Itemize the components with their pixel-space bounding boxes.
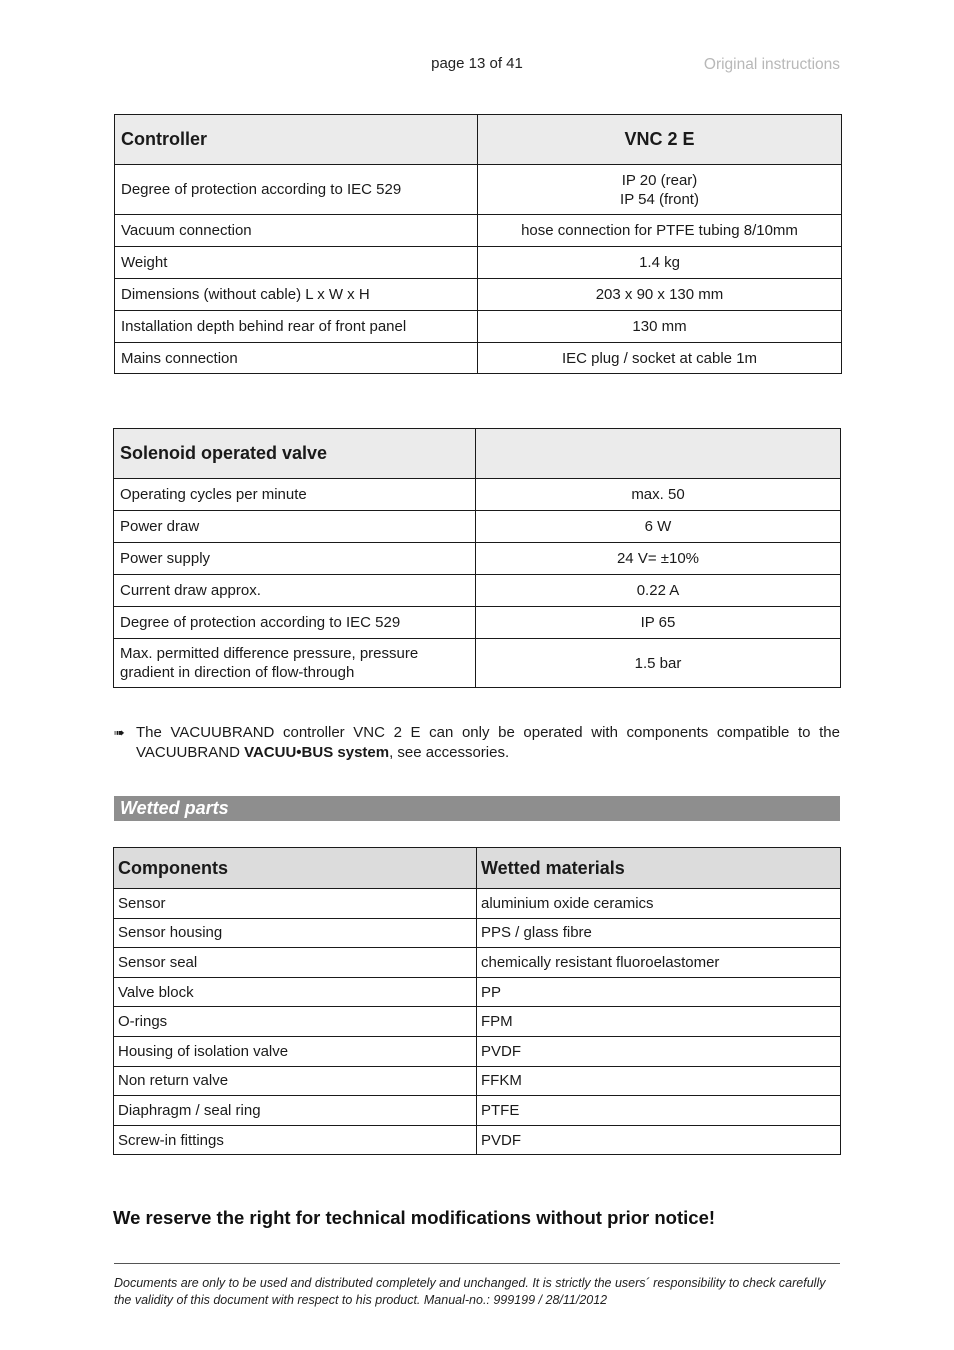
column-header bbox=[476, 429, 841, 479]
table-row bbox=[114, 1036, 841, 1066]
material-cell: PVDF bbox=[477, 1125, 841, 1155]
table-row bbox=[115, 343, 842, 374]
table-row bbox=[115, 215, 842, 247]
material-cell: FPM bbox=[477, 1007, 841, 1037]
column-header: Solenoid operated valve bbox=[114, 429, 476, 479]
component-cell: Diaphragm / seal ring bbox=[114, 1096, 477, 1126]
column-header: Controller bbox=[115, 115, 478, 165]
component-cell: O-rings bbox=[114, 1007, 477, 1037]
row-label: Operating cycles per minute bbox=[114, 479, 476, 511]
row-value: max. 50 bbox=[476, 479, 841, 511]
footer-disclaimer: Documents are only to be used and distributed completely and unchanged. It is strictly the users´ responsibility to check carefully the validity of this document with respect to his product. Manual-no.: 999199 / 28/11/2012 bbox=[114, 1276, 826, 1307]
table-row bbox=[115, 247, 842, 279]
table-row bbox=[114, 639, 841, 688]
solenoid-valve-specs-table bbox=[113, 428, 841, 688]
material-cell: PP bbox=[477, 977, 841, 1007]
reserve-rights-notice: We reserve the right for technical modifications without prior notice! bbox=[113, 1207, 716, 1228]
section-heading-wetted-parts: Wetted parts bbox=[114, 796, 840, 821]
table-row bbox=[115, 311, 842, 343]
note-text bbox=[136, 723, 840, 763]
label-line: Max. permitted difference pressure, pressure bbox=[120, 645, 419, 662]
table-row bbox=[114, 948, 841, 978]
component-cell: Sensor bbox=[114, 889, 477, 919]
table-row bbox=[114, 1096, 841, 1126]
material-cell: FFKM bbox=[477, 1066, 841, 1096]
row-label: Current draw approx. bbox=[114, 575, 476, 607]
row-value: 1.5 bar bbox=[476, 639, 841, 688]
row-label: Power draw bbox=[114, 511, 476, 543]
table-row bbox=[114, 479, 841, 511]
component-cell: Sensor seal bbox=[114, 948, 477, 978]
material-cell: PVDF bbox=[477, 1036, 841, 1066]
component-cell: Sensor housing bbox=[114, 918, 477, 948]
row-value: IEC plug / socket at cable 1m bbox=[478, 343, 842, 374]
row-value: IP 65 bbox=[476, 607, 841, 639]
footer-divider bbox=[114, 1263, 840, 1264]
table-row bbox=[114, 607, 841, 639]
page-number: page 13 of 41 bbox=[431, 55, 523, 72]
right-arrow-icon: ➠ bbox=[114, 725, 125, 740]
value-line: IP 54 (front) bbox=[620, 190, 699, 208]
table-row bbox=[114, 1066, 841, 1096]
table-header-row bbox=[114, 848, 841, 889]
table-row bbox=[114, 918, 841, 948]
row-label: Vacuum connection bbox=[115, 215, 478, 247]
row-value: 0.22 A bbox=[476, 575, 841, 607]
table-row bbox=[115, 165, 842, 215]
column-header: Wetted materials bbox=[477, 848, 841, 889]
row-value: 1.4 kg bbox=[478, 247, 842, 279]
note-text-b: , see accessories. bbox=[389, 744, 510, 761]
note-text-a: The VACUUBRAND controller VNC 2 E can only be operated with components compatible to the VACUUBRAND bbox=[136, 724, 840, 761]
row-value: 203 x 90 x 130 mm bbox=[478, 279, 842, 311]
row-value: 24 V= ±10% bbox=[476, 543, 841, 575]
material-cell: PTFE bbox=[477, 1096, 841, 1126]
value-line: IP 20 (rear) bbox=[621, 171, 698, 189]
row-value: hose connection for PTFE tubing 8/10mm bbox=[478, 215, 842, 247]
component-cell: Non return valve bbox=[114, 1066, 477, 1096]
column-header: Components bbox=[114, 848, 477, 889]
row-label: Degree of protection according to IEC 529 bbox=[114, 607, 476, 639]
table-row bbox=[114, 1125, 841, 1155]
row-label bbox=[114, 639, 476, 688]
material-cell: PPS / glass fibre bbox=[477, 918, 841, 948]
table-row bbox=[114, 511, 841, 543]
original-instructions-label: Original instructions bbox=[703, 56, 840, 73]
table-header-row bbox=[114, 429, 841, 479]
row-value: 130 mm bbox=[478, 311, 842, 343]
row-label: Installation depth behind rear of front panel bbox=[115, 311, 478, 343]
material-cell: chemically resistant fluoroelastomer bbox=[477, 948, 841, 978]
row-label: Weight bbox=[115, 247, 478, 279]
table-row bbox=[115, 279, 842, 311]
table-header-row bbox=[115, 115, 842, 165]
note-text-bold: VACUU•BUS system bbox=[244, 744, 390, 761]
component-cell: Valve block bbox=[114, 977, 477, 1007]
compatibility-note bbox=[114, 723, 840, 763]
table-row bbox=[114, 889, 841, 919]
column-header: VNC 2 E bbox=[478, 115, 842, 165]
row-value bbox=[478, 165, 842, 215]
row-label: Dimensions (without cable) L x W x H bbox=[115, 279, 478, 311]
row-label: Mains connection bbox=[115, 343, 478, 374]
table-row bbox=[114, 575, 841, 607]
row-value: 6 W bbox=[476, 511, 841, 543]
material-cell: aluminium oxide ceramics bbox=[477, 889, 841, 919]
table-row bbox=[114, 1007, 841, 1037]
table-row bbox=[114, 977, 841, 1007]
row-label: Degree of protection according to IEC 529 bbox=[115, 165, 478, 215]
controller-specs-table bbox=[114, 114, 842, 374]
row-label: Power supply bbox=[114, 543, 476, 575]
label-line: gradient in direction of flow-through bbox=[120, 664, 355, 681]
component-cell: Housing of isolation valve bbox=[114, 1036, 477, 1066]
wetted-parts-table bbox=[113, 847, 841, 1155]
table-row bbox=[114, 543, 841, 575]
component-cell: Screw-in fittings bbox=[114, 1125, 477, 1155]
